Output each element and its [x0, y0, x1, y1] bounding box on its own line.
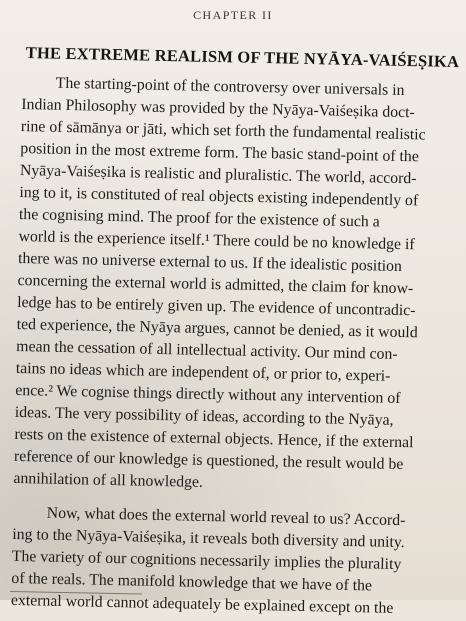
text-line: reference of our knowledge is questioned, the result would be	[13, 447, 404, 474]
text-line: external world cannot adequately be explained except on the	[10, 591, 394, 617]
text-line: annihilation of all knowledge.	[13, 469, 204, 491]
text-line: ted experience, the Nyāya argues, cannot be denied, as it would	[16, 315, 418, 342]
text-line: tains no ideas which are independent of, or prior to, experi-	[15, 359, 391, 385]
text-line: ledge has to be entirely given up. The evidence of uncontradic-	[16, 293, 416, 320]
text-line: the cognising mind. The proof for the existence of such a	[18, 205, 380, 231]
text-line: of the reals. The manifold knowledge that we have of the	[11, 569, 373, 595]
text-line: mean the cessation of all intellectual activity. Our mind con-	[16, 337, 398, 363]
text-line: The starting-point of the controversy over universals in	[55, 74, 405, 100]
text-line: ence.² We cognise things directly without any intervention of	[15, 381, 401, 407]
text-line: ing to it, is constituted of real objects existing independently of	[19, 183, 419, 210]
text-line: ideas. The very possibility of ideas, according to the Nyāya,	[14, 403, 394, 429]
text-line: position in the most extreme form. The basic stand-point of the	[20, 139, 420, 166]
text-line: Nyāya-Vaiśeṣika is realistic and pluralistic. The world, accord-	[19, 161, 417, 188]
text-line: Now, what does the external world reveal to us? Accord-	[46, 504, 406, 530]
text-line: concerning the external world is admitted, the claim for know-	[17, 271, 414, 298]
text-line: rests on the existence of external objects. Hence, if the external	[14, 425, 414, 452]
chapter-label: CHAPTER II	[193, 8, 273, 22]
text-line: Indian Philosophy was provided by the Nyāya-Vaiśeṣika doct-	[21, 95, 415, 122]
body-text	[11, 72, 462, 621]
chapter-title: THE EXTREME REALISM OF THE NYĀYA-VAIŚEṢIKA	[25, 43, 460, 72]
text-line: there was no universe external to us. If the idealistic position	[17, 249, 403, 275]
text-line: ing to the Nyāya-Vaiśeṣika, it reveals both diversity and unity.	[12, 525, 405, 552]
text-line: The variety of our cognitions necessarily implies the plurality	[11, 547, 402, 574]
text-line: rine of sāmānya or jāti, which set forth the fundamental realistic	[20, 117, 426, 144]
text-line: world is the experience itself.¹ There could be no knowledge if	[18, 227, 415, 254]
